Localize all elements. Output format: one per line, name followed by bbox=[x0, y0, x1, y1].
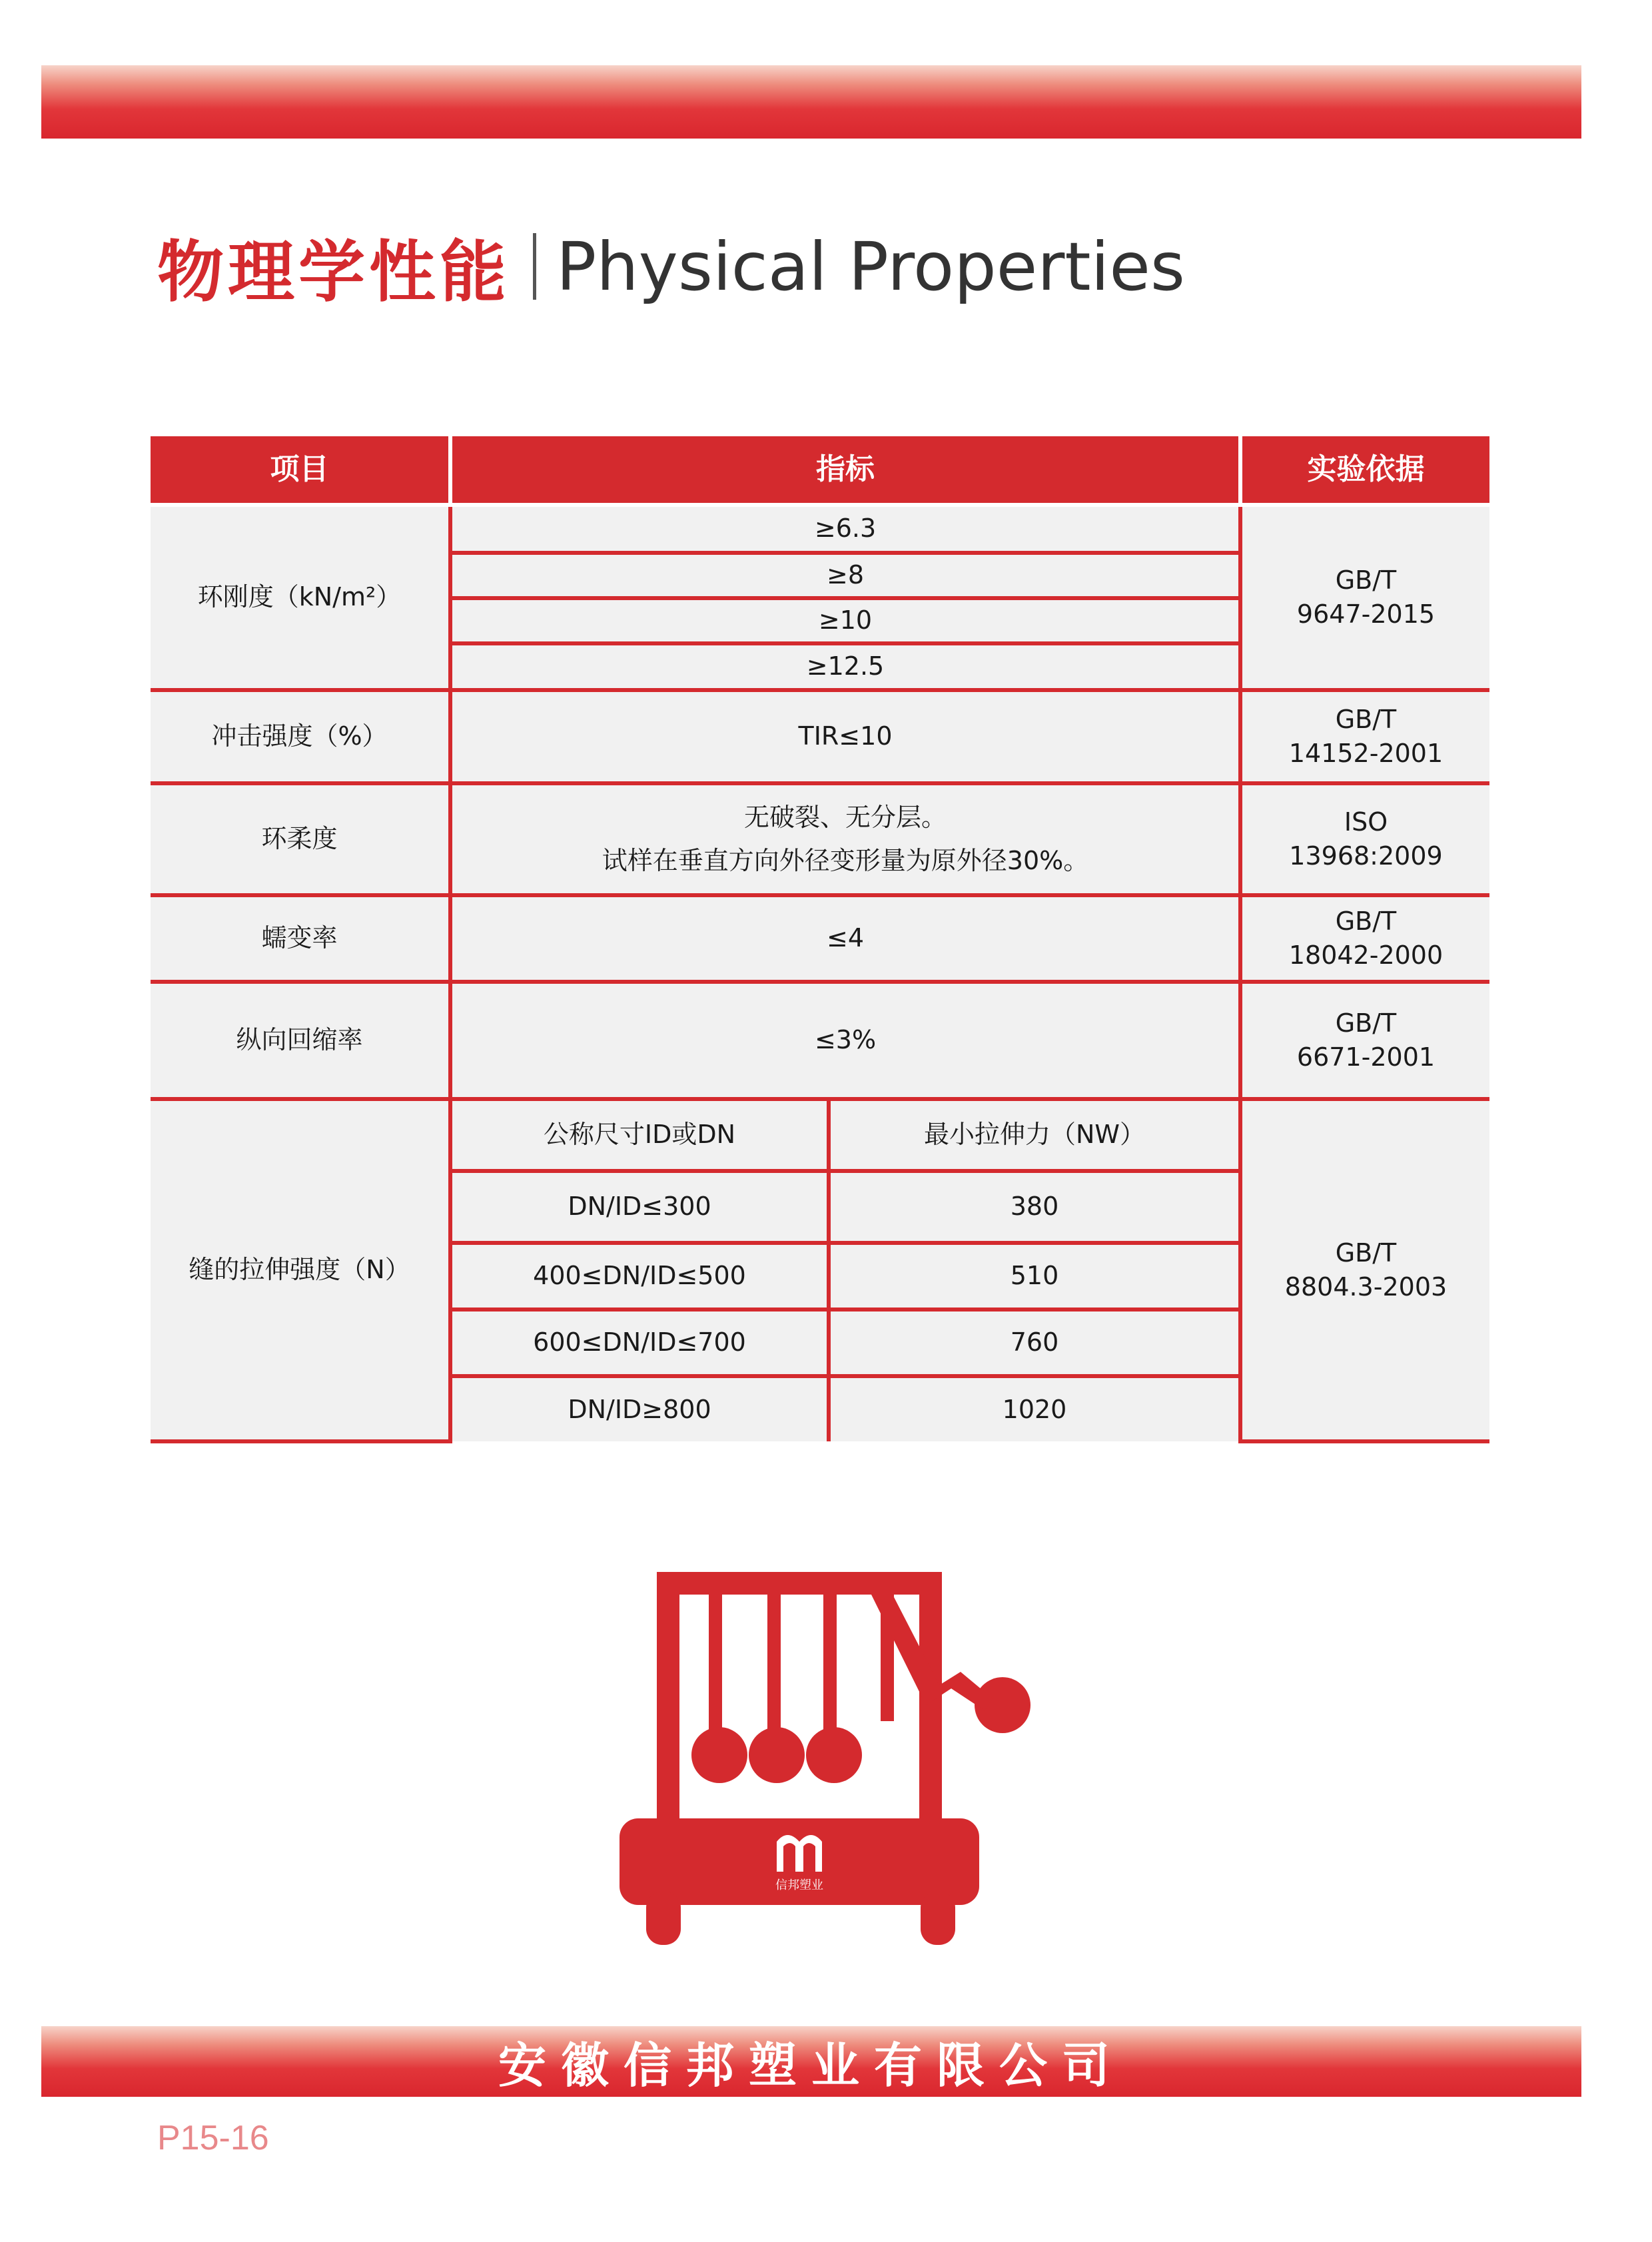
title-english: Physical Properties bbox=[556, 227, 1185, 306]
flexibility-line: 试样在垂直方向外径变形量为原外径30%。 bbox=[602, 846, 1089, 875]
impact-value: TIR≤10 bbox=[450, 690, 1240, 783]
bottom-red-band bbox=[41, 2026, 1581, 2097]
seam-strength-standard bbox=[1240, 1099, 1489, 1441]
standard-line: 9647-2015 bbox=[1296, 599, 1436, 629]
seam-size: DN/ID≥800 bbox=[450, 1376, 829, 1441]
pendulum-ball bbox=[806, 1727, 862, 1783]
creep-standard bbox=[1240, 895, 1489, 982]
brand-emblem bbox=[775, 1835, 823, 1892]
frame-left-post bbox=[657, 1572, 679, 1825]
frame-top-bar bbox=[657, 1572, 942, 1595]
standard-line: 18042-2000 bbox=[1288, 940, 1444, 970]
seam-subheader-size: 公称尺寸ID或DN bbox=[450, 1099, 829, 1171]
newtons-cradle-logo bbox=[620, 1572, 1032, 1945]
title-divider bbox=[533, 233, 536, 300]
creep-value: ≤4 bbox=[450, 895, 1240, 982]
standard-line: GB/T bbox=[1335, 1008, 1397, 1038]
standard-line: GB/T bbox=[1335, 565, 1397, 595]
seam-size: DN/ID≤300 bbox=[450, 1171, 829, 1243]
flexibility-standard bbox=[1240, 783, 1489, 895]
pendulum-string bbox=[709, 1595, 722, 1748]
company-name: 安徽信邦塑业有限公司 bbox=[498, 2037, 1124, 2093]
table-row bbox=[151, 982, 1489, 1099]
header-standard: 实验依据 bbox=[1240, 436, 1489, 505]
header-item: 项目 bbox=[151, 436, 450, 505]
physical-properties-table bbox=[151, 436, 1489, 1443]
table-row bbox=[151, 783, 1489, 895]
table-row bbox=[151, 895, 1489, 982]
page-heading bbox=[157, 220, 1185, 313]
standard-line: GB/T bbox=[1335, 1238, 1397, 1268]
impact-standard bbox=[1240, 690, 1489, 783]
seam-force: 1020 bbox=[829, 1376, 1240, 1441]
seam-size: 400≤DN/ID≤500 bbox=[450, 1243, 829, 1309]
seam-force: 510 bbox=[829, 1243, 1240, 1309]
base-foot bbox=[646, 1892, 681, 1945]
header-indicator: 指标 bbox=[450, 436, 1240, 505]
table-row bbox=[151, 505, 1489, 553]
seam-force: 760 bbox=[829, 1309, 1240, 1376]
standard-line: ISO bbox=[1344, 807, 1388, 837]
standard-line: 13968:2009 bbox=[1289, 841, 1443, 871]
seam-size: 600≤DN/ID≤700 bbox=[450, 1309, 829, 1376]
pendulum-ball bbox=[749, 1727, 805, 1783]
flexibility-label: 环柔度 bbox=[151, 783, 450, 895]
ring-stiffness-standard bbox=[1240, 505, 1489, 690]
pendulum-string bbox=[767, 1595, 781, 1748]
ring-stiffness-label: 环刚度（kN/m²） bbox=[151, 505, 450, 690]
pendulum-ball bbox=[691, 1727, 747, 1783]
ring-stiffness-value: ≥10 bbox=[450, 598, 1240, 643]
table-row bbox=[151, 1099, 1489, 1171]
flexibility-value bbox=[450, 783, 1240, 895]
shrinkage-standard bbox=[1240, 982, 1489, 1099]
table-header-row bbox=[151, 436, 1489, 505]
table-row bbox=[151, 690, 1489, 783]
page-number: P15-16 bbox=[157, 2119, 269, 2157]
seam-force: 380 bbox=[829, 1171, 1240, 1243]
standard-line: GB/T bbox=[1335, 704, 1397, 734]
top-red-band bbox=[41, 65, 1581, 139]
standard-line: 6671-2001 bbox=[1296, 1042, 1436, 1072]
ring-stiffness-value: ≥8 bbox=[450, 553, 1240, 598]
title-chinese: 物理学性能 bbox=[157, 233, 510, 311]
flexibility-line: 无破裂、无分层。 bbox=[743, 802, 947, 832]
shrinkage-value: ≤3% bbox=[450, 982, 1240, 1099]
standard-line: 8804.3-2003 bbox=[1284, 1272, 1447, 1302]
seam-strength-label: 缝的拉伸强度（N） bbox=[151, 1099, 450, 1441]
ring-stiffness-value: ≥6.3 bbox=[450, 505, 1240, 553]
shrinkage-label: 纵向回缩率 bbox=[151, 982, 450, 1099]
standard-line: GB/T bbox=[1335, 906, 1397, 936]
emblem-caption: 信邦塑业 bbox=[775, 1878, 823, 1892]
ring-stiffness-value: ≥12.5 bbox=[450, 643, 1240, 690]
impact-label: 冲击强度（%） bbox=[151, 690, 450, 783]
creep-label: 蠕变率 bbox=[151, 895, 450, 982]
standard-line: 14152-2001 bbox=[1288, 739, 1444, 768]
base-foot bbox=[921, 1892, 955, 1945]
seam-subheader-force: 最小拉伸力（NW） bbox=[829, 1099, 1240, 1171]
pendulum-string bbox=[823, 1595, 837, 1748]
